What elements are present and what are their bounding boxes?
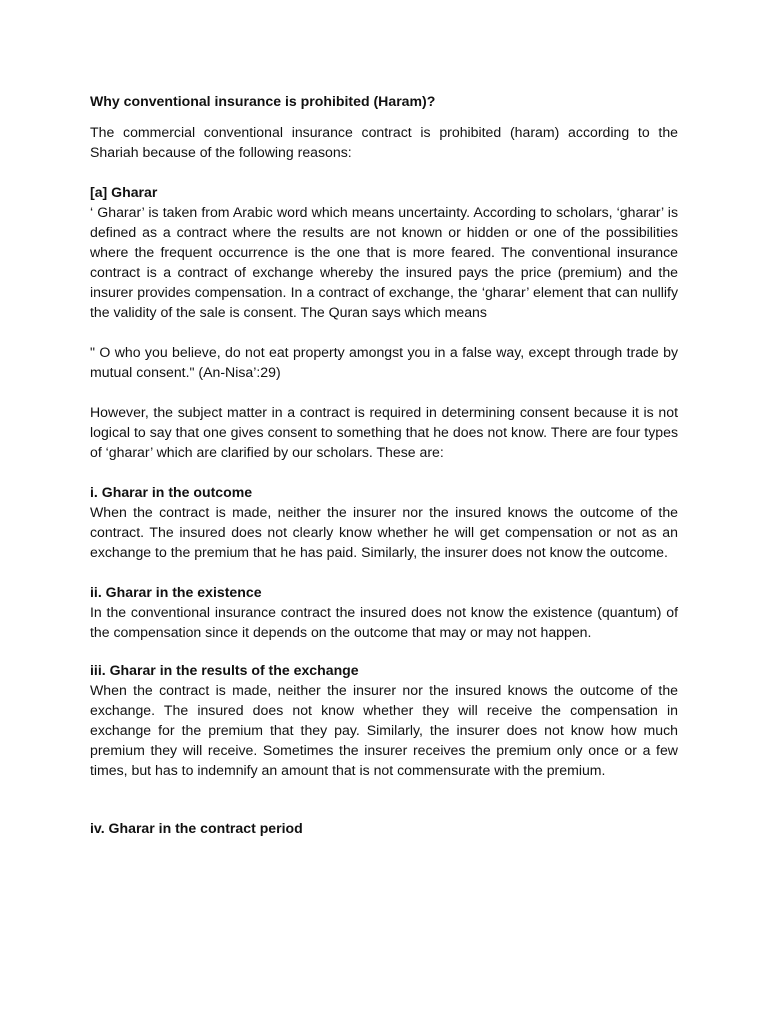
gharar-outcome-paragraph: When the contract is made, neither the insurer nor the insured knows the outcome of the contract. The insured does not clearly know whether he will get compensation or not as an exchange to the premium that he has paid. Similarly, the insurer does not know the outcome. xyxy=(90,504,678,560)
gharar-outcome-heading: i. Gharar in the outcome xyxy=(90,484,253,500)
gharar-existence-heading: ii. Gharar in the existence xyxy=(90,584,262,600)
intro-paragraph: The commercial conventional insurance contract is prohibited (haram) according to the Shariah because of the following reasons: xyxy=(90,124,678,160)
gharar-definition-paragraph: ‘ Gharar’ is taken from Arabic word which means uncertainty. According to scholars, ‘gharar’ is defined as a contract where the results are not known or hidden or one of the possibilities where the frequent occurrence is the one that is more feared. The conventional insurance contract is a contract of exchange whereby the insured pays the price (premium) and the insurer provides compensation. In a contract of exchange, the ‘gharar’ element that can nullify the validity of the sale is consent. The Quran says which means xyxy=(90,204,678,320)
document-title: Why conventional insurance is prohibited (Haram)? xyxy=(90,93,436,109)
gharar-results-paragraph: When the contract is made, neither the insurer nor the insured knows the outcome of the exchange. The insured does not know whether they will receive the compensation in exchange for the premium that they pay. Similarly, the insurer does not know how much premium they will receive. Sometimes the insurer receives the premium only once or a few times, but has to indemnify an amount that is not commensurate with the premium. xyxy=(90,682,678,778)
gharar-results-heading: iii. Gharar in the results of the exchange xyxy=(90,662,359,678)
gharar-types-intro-paragraph: However, the subject matter in a contract is required in determining consent because it is not logical to say that one gives consent to something that he does not know. There are four types of ‘gharar’ which are clarified by our scholars. These are: xyxy=(90,404,678,460)
gharar-heading: [a] Gharar xyxy=(90,184,158,200)
gharar-contract-period-heading: iv. Gharar in the contract period xyxy=(90,820,303,836)
document-page xyxy=(90,91,678,838)
quran-quote-paragraph: " O who you believe, do not eat property amongst you in a false way, except through trade by mutual consent." (An-Nisa’:29) xyxy=(90,344,678,380)
gharar-existence-paragraph: In the conventional insurance contract the insured does not know the existence (quantum) of the compensation since it depends on the outcome that may or may not happen. xyxy=(90,604,678,640)
